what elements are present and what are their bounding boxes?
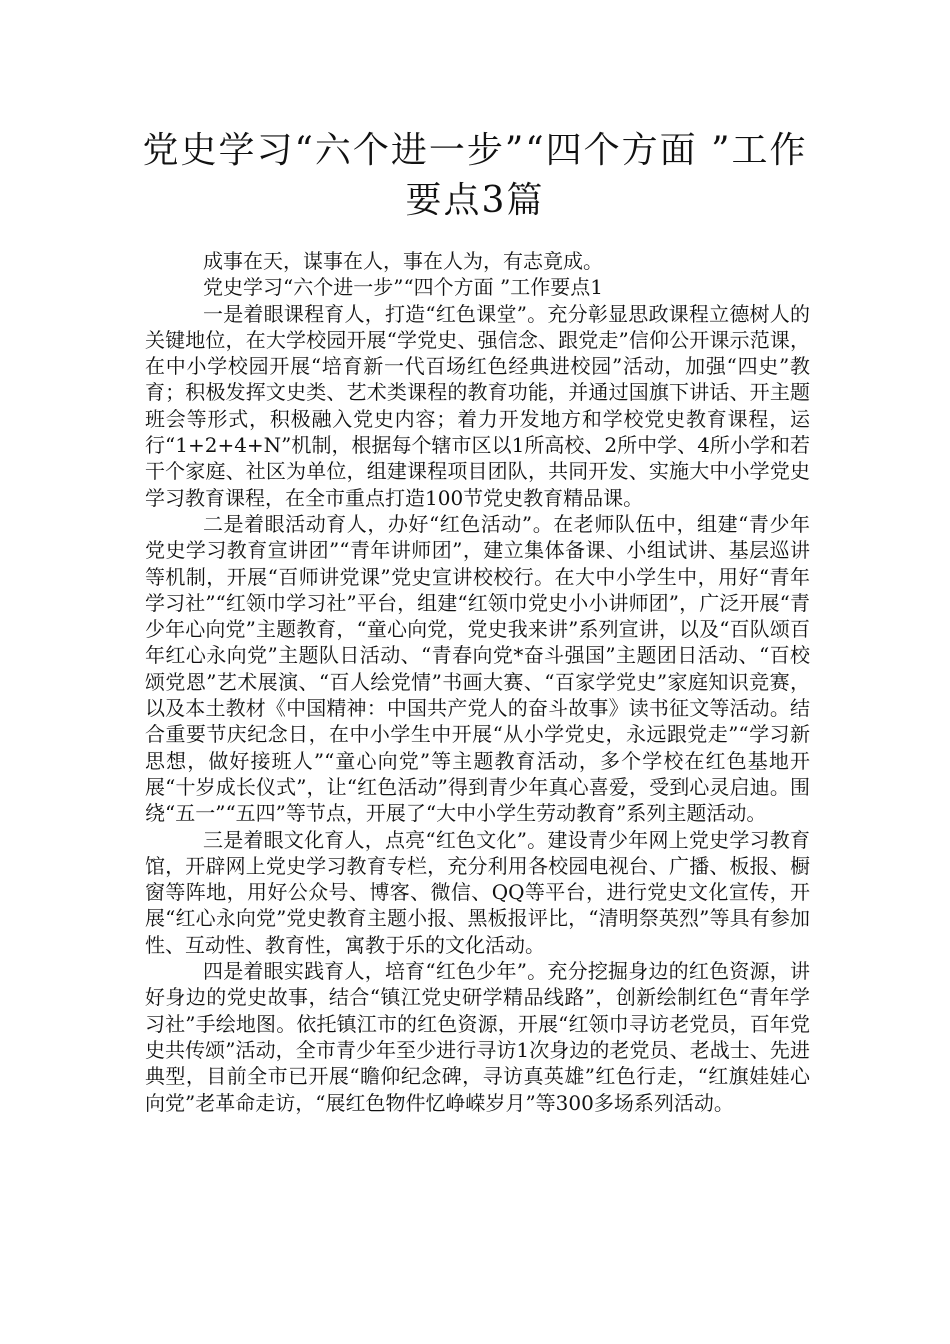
paragraph-activity-education: 二是着眼活动育人，办好“红色活动”。在老师队伍中，组建“青少年党史学习教育宣讲团”“青年讲师团”，建立集体备课、小组试讲、基层巡讲等机制，开展“百师讲党课”党史宣讲校校行。在大中小学生中，用好“青年学习社”“红领巾学习社”平台，组建“红领巾党史小小讲师团”，广泛开展“青少年心向党”主题教育，“童心向党，党史我来讲”系列宣讲，以及“百队颂百年红心永向党”主题队日活动、“青春向党*奋斗强国”主题团日活动、“百校颂党恩”艺术展演、“百人绘党情”书画大赛、“百家学党史”家庭知识竞赛，以及本土教材《中国精神：中国共产党人的奋斗故事》读书征文等活动。结合重要节庆纪念日，在中小学生中开展“从小学党史，永远跟党走”“学习新思想，做好接班人”“童心向党”等主题教育活动，多个学校在红色基地开展“十岁成长仪式”，让“红色活动”得到青少年真心喜爱，受到心灵启迪。围绕“五一”“五四”等节点，开展了“大中小学生劳动教育”系列主题活动。 bbox=[145, 511, 810, 826]
paragraph-practice-education: 四是着眼实践育人，培育“红色少年”。充分挖掘身边的红色资源，讲好身边的党史故事，结合“镇江党史研学精品线路”，创新绘制红色“青年学习社”手绘地图。依托镇江市的红色资源，开展“红领巾寻访老党员，百年党史共传颂”活动，全市青少年至少进行寻访1次身边的老党员、老战士、先进典型，目前全市已开展“瞻仰纪念碑，寻访真英雄”红色行走，“红旗娃娃心向党”老革命走访，“展红色物件忆峥嵘岁月”等300多场系列活动。 bbox=[145, 959, 810, 1115]
paragraph-motto: 成事在天，谋事在人，事在人为，有志竟成。 bbox=[203, 249, 603, 273]
paragraph-section-heading: 党史学习“六个进一步”“四个方面 ”工作要点1 bbox=[203, 275, 603, 300]
document-title: 党史学习“六个进一步”“四个方面 ”工作要点3篇 bbox=[142, 130, 808, 221]
paragraph-course-education: 一是着眼课程育人，打造“红色课堂”。充分彰显思政课程立德树人的关键地位，在大学校园开展“学党史、强信念、跟党走”信仰公开课示范课，在中小学校园开展“培育新一代百场红色经典进校园”活动，加强“四史”教育；积极发挥文史类、艺术类课程的教育功能，并通过国旗下讲话、开主题班会等形式，积极融入党史内容；着力开发地方和学校党史教育课程，运行“1+2+4+N”机制，根据每个辖市区以1所高校、2所中学、4所小学和若干个家庭、社区为单位，组建课程项目团队，共同开发、实施大中小学党史学习教育课程，在全市重点打造100节党史教育精品课。 bbox=[145, 301, 810, 510]
paragraph-culture-education: 三是着眼文化育人，点亮“红色文化”。建设青少年网上党史学习教育馆，开辟网上党史学习教育专栏，充分利用各校园电视台、广播、板报、橱窗等阵地，用好公众号、博客、微信、QQ等平台，进行党史文化宣传，开展“红心永向党”党史教育主题小报、黑板报评比，“清明祭英烈”等具有参加性、互动性、教育性，寓教于乐的文化活动。 bbox=[145, 827, 810, 957]
document-body bbox=[145, 248, 810, 1116]
